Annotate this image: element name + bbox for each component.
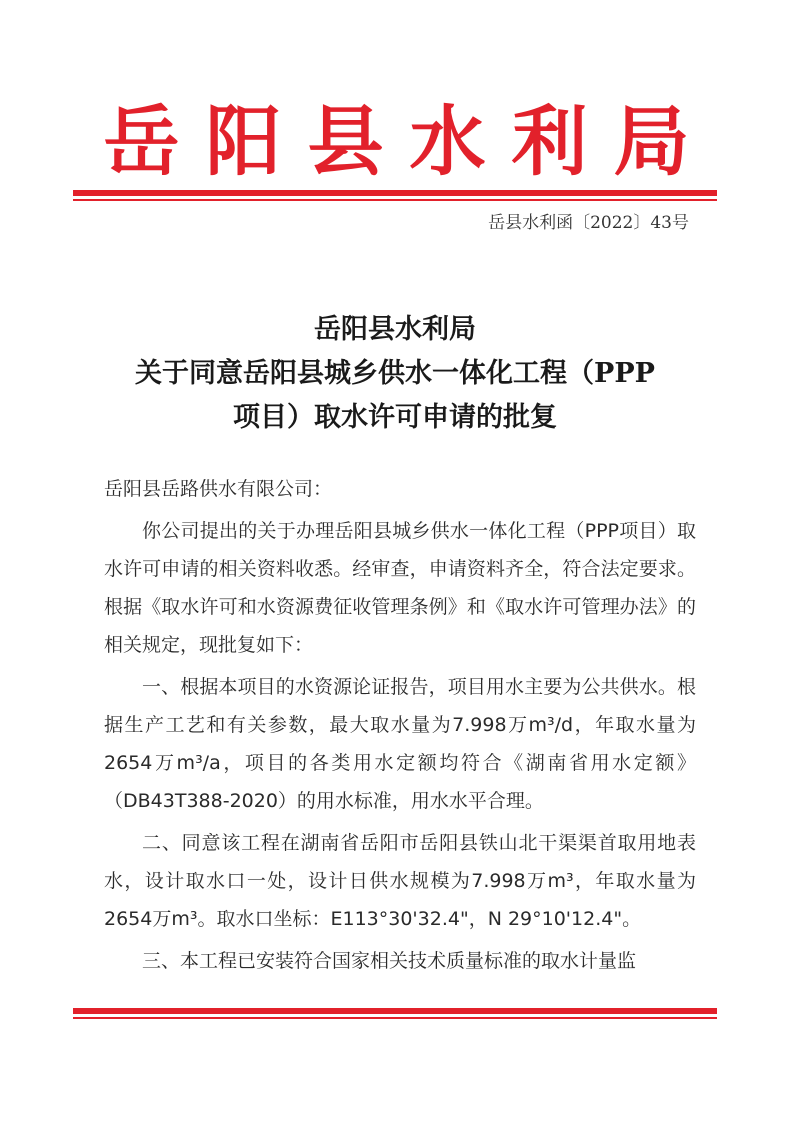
body-paragraph: 二、同意该工程在湖南省岳阳市岳阳县铁山北干渠渠首取用地表水，设计取水口一处，设计日供水规模为7.998万m³，年取水量为2654万m³。取水口坐标：E113°30'32.4"，N 29°10'12.4"。 — [104, 832, 696, 930]
title-line-1: 岳阳县水利局 — [314, 314, 476, 345]
body-paragraph: 一、根据本项目的水资源论证报告，项目用水主要为公共供水。根据生产工艺和有关参数，最大取水量为7.998万m³/d，年取水量为2654万m³/a，项目的各类用水定额均符合《湖南省用水定额》（DB43T388-2020）的用水标准，用水水平合理。 — [104, 676, 696, 812]
body-paragraph: 你公司提出的关于办理岳阳县城乡供水一体化工程（PPP项目）取水许可申请的相关资料收悉。经审查，申请资料齐全，符合法定要求。根据《取水许可和水资源费征收管理条例》和《取水许可管理办法》的相关规定，现批复如下： — [104, 520, 696, 656]
agency-masthead: 岳阳县水利局 — [103, 97, 716, 186]
header-red-rule-thick — [73, 190, 717, 196]
document-number: 岳县水利函〔2022〕43号 — [488, 213, 689, 233]
body-paragraph: 三、本工程已安装符合国家相关技术质量标准的取水计量监 — [142, 950, 637, 972]
title-line-2: 关于同意岳阳县城乡供水一体化工程（PPP — [135, 358, 655, 389]
title-line-3: 项目）取水许可申请的批复 — [233, 402, 557, 433]
document-title — [73, 308, 717, 440]
document-body — [104, 470, 696, 984]
header-red-rule-thin — [73, 199, 717, 201]
footer-red-rule-thin — [73, 1017, 717, 1019]
footer-red-rule-thick — [73, 1008, 717, 1014]
salutation: 岳阳县岳路供水有限公司： — [104, 478, 333, 500]
